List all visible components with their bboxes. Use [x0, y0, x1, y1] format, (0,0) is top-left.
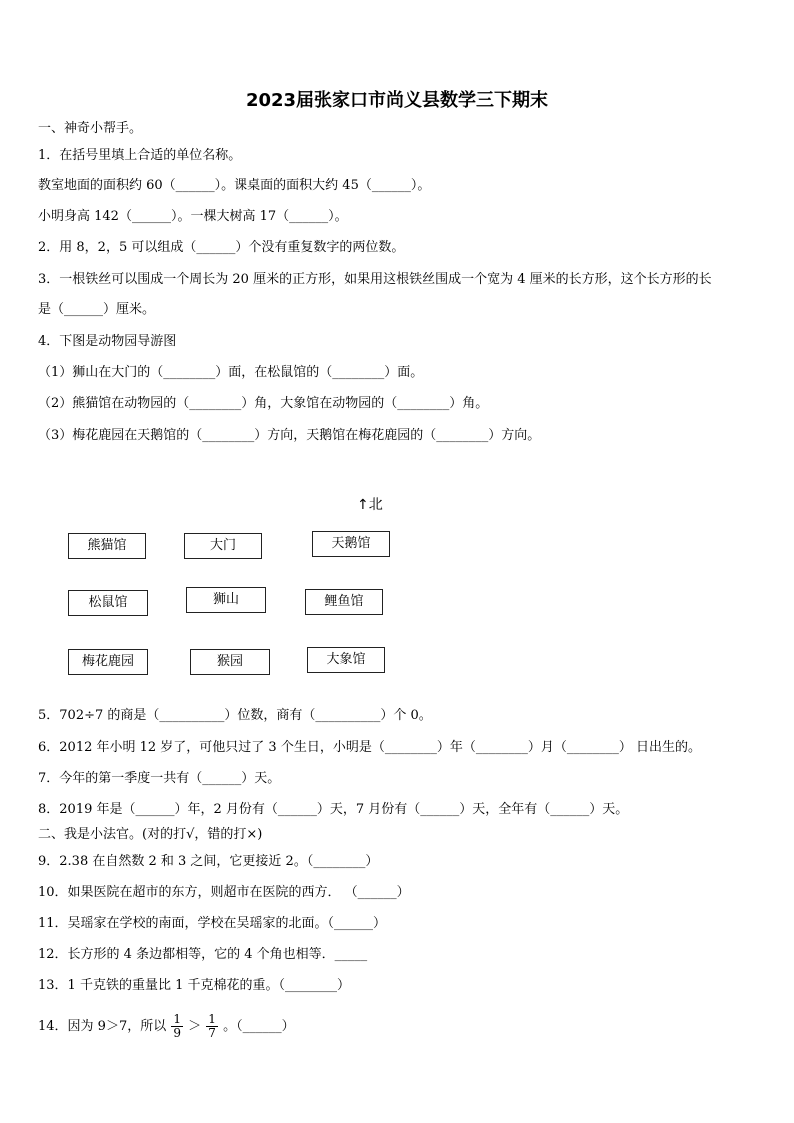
map-box: 梅花鹿园: [68, 649, 148, 675]
line-q1: 1．在括号里填上合适的单位名称。: [38, 148, 242, 163]
line-q8: 8．2019 年是（______）年，2 月份有（______）天，7 月份有（______）天，全年有（______）天。: [38, 802, 629, 817]
line-q7: 7．今年的第一季度一共有（______）天。: [38, 771, 281, 786]
map-box: 熊猫馆: [68, 533, 146, 559]
line-q1b: 小明身高 142（______）。一棵大树高 17（______）。: [38, 209, 348, 224]
line-sec1: 一、神奇小帮手。: [38, 121, 143, 136]
line-q1a: 教室地面的面积约 60（______）。课桌面的面积大约 45（______）。: [38, 178, 431, 193]
line-q5: 5．702÷7 的商是（__________）位数，商有（__________）个 0。: [38, 708, 432, 723]
line-q4: 4．下图是动物园导游图: [38, 334, 177, 349]
question-14: [38, 1013, 295, 1040]
fraction-numerator: 1: [208, 1012, 216, 1026]
line-q6: 6．2012 年小明 12 岁了，可他只过了 3 个生日，小明是（________）年（________）月（________） 日出生的。: [38, 740, 701, 755]
line-q3: 3．一根铁丝可以围成一个周长为 20 厘米的正方形，如果用这根铁丝围成一个宽为 4 厘米的长方形，这个长方形的长: [38, 272, 712, 287]
line-q13: 13．1 千克铁的重量比 1 千克棉花的重。（________）: [38, 978, 350, 993]
map-box: 松鼠馆: [68, 590, 148, 616]
line-q10: 10．如果医院在超市的东方，则超市在医院的西方． （______）: [38, 885, 410, 900]
line-q4c: （3）梅花鹿园在天鹅馆的（________）方向，天鹅馆在梅花鹿园的（________）方向。: [38, 428, 541, 443]
q14-suffix: 。（______）: [223, 1019, 295, 1034]
map-box: 大门: [184, 533, 262, 559]
line-q3b: 是（______）厘米。: [38, 302, 156, 317]
map-box: 狮山: [186, 587, 266, 613]
map-box: 大象馆: [307, 647, 385, 673]
north-arrow-label: ↑北: [357, 497, 383, 513]
map-box: 天鹅馆: [312, 531, 390, 557]
map-box: 猴园: [190, 649, 270, 675]
line-q4b: （2）熊猫馆在动物园的（________）角，大象馆在动物园的（________）角。: [38, 396, 489, 411]
fraction-one-seventh: [206, 1013, 218, 1040]
line-q12: 12．长方形的 4 条边都相等，它的 4 个角也相等．_____: [38, 947, 368, 962]
fraction-denominator: 9: [173, 1026, 181, 1040]
fraction-one-ninth: [171, 1013, 183, 1040]
q14-prefix: 14．因为 9＞7，所以: [38, 1019, 167, 1034]
line-sec2: 二、我是小法官。(对的打√，错的打×): [38, 827, 263, 842]
greater-than-sign: ＞: [188, 1019, 202, 1034]
map-box: 鲤鱼馆: [305, 589, 383, 615]
line-q4a: （1）狮山在大门的（________）面，在松鼠馆的（________）面。: [38, 365, 424, 380]
line-q2: 2．用 8，2，5 可以组成（______）个没有重复数字的两位数。: [38, 240, 405, 255]
fraction-denominator: 7: [208, 1026, 216, 1040]
page-title: 2023届张家口市尚义县数学三下期末: [245, 90, 549, 111]
fraction-numerator: 1: [173, 1012, 181, 1026]
line-q9: 9．2.38 在自然数 2 和 3 之间，它更接近 2。（________）: [38, 854, 379, 869]
line-q11: 11．吴瑶家在学校的南面，学校在吴瑶家的北面。（______）: [38, 916, 387, 931]
